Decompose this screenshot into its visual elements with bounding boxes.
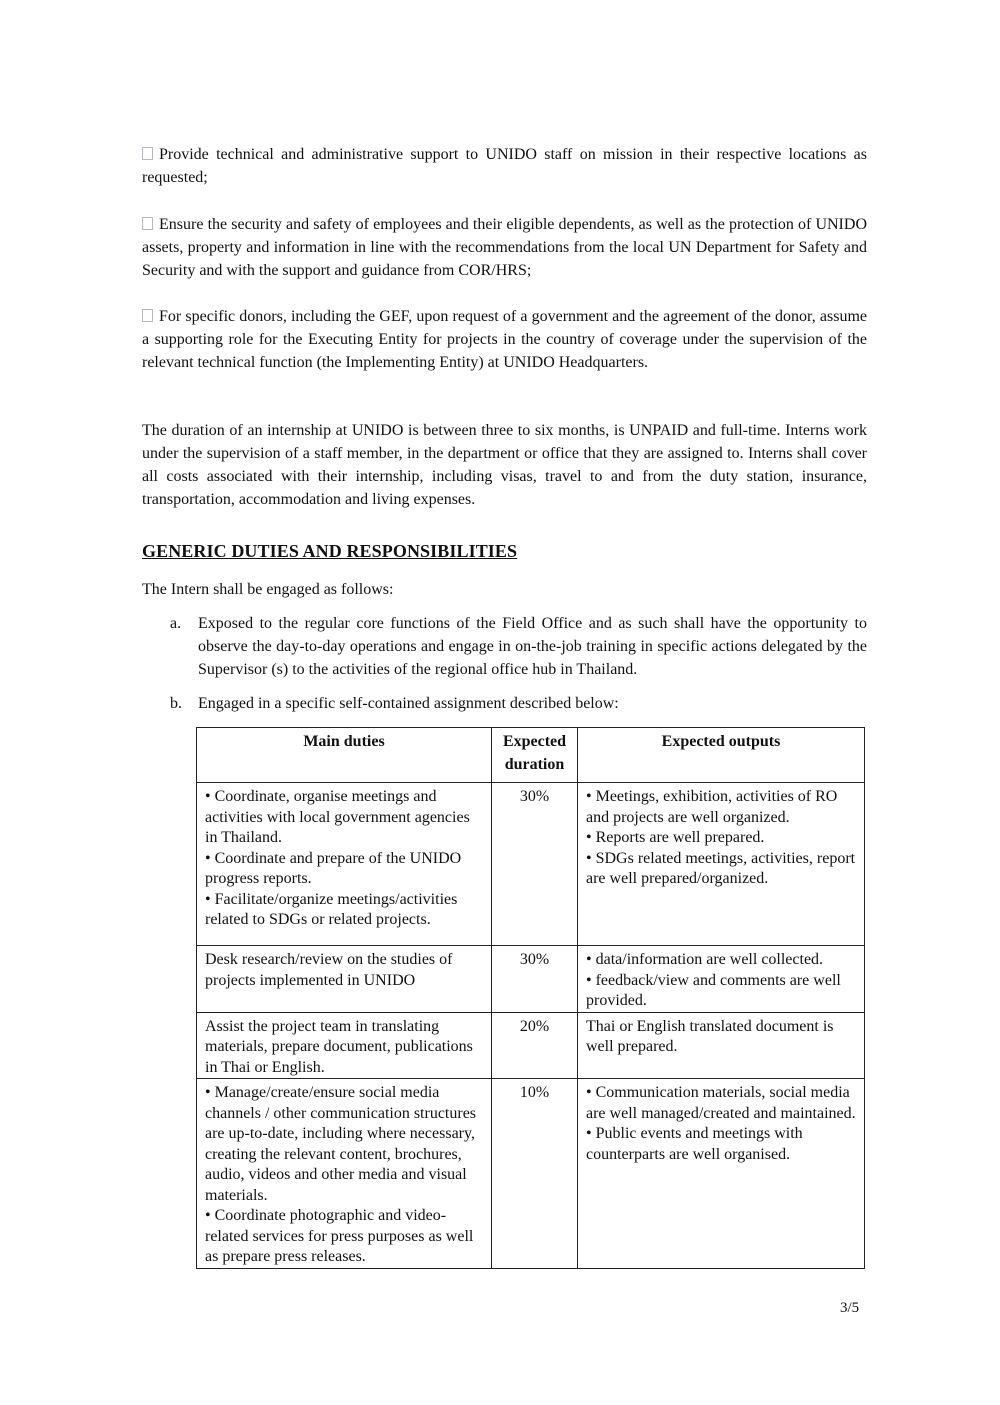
- checkbox-bullet-icon: [142, 309, 153, 322]
- list-item-text: Engaged in a specific self-contained assignment described below:: [198, 695, 619, 712]
- output-line: • data/information are well collected.: [586, 951, 824, 968]
- table-row: [197, 783, 865, 946]
- output-line: • Reports are well prepared.: [586, 829, 765, 846]
- duration-cell: 10%: [492, 1079, 578, 1269]
- bullet-paragraph: [142, 305, 867, 374]
- table-row: [197, 1079, 865, 1269]
- duty-line: • Manage/create/ensure social media channels / other communication structures are up-to-date, including where necessary, creating the relevant content, brochures, audio, videos and other media and visual materials.: [205, 1084, 477, 1204]
- outputs-cell: [578, 1079, 865, 1269]
- duty-line: • Coordinate, organise meetings and activities with local government agencies in Thailand.: [205, 788, 470, 846]
- list-item-text: Exposed to the regular core functions of the Field Office and as such shall have the opportunity to observe the day-to-day operations and engage in on-the-job training in specific actions delegated by the Supervisor (s) to the activities of the regional office hub in Thailand.: [198, 615, 867, 678]
- list-marker: a.: [170, 615, 182, 632]
- intro-text: The Intern shall be engaged as follows:: [142, 581, 394, 598]
- duty-line: Desk research/review on the studies of projects implemented in UNIDO: [205, 951, 453, 989]
- bullet-text: Ensure the security and safety of employees and their eligible dependents, as well as the protection of UNIDO assets, property and information in line with the recommendations from the local UN Department for Safety and Security and with the support and guidance from COR/HRS;: [142, 216, 867, 279]
- duties-cell: [197, 1012, 492, 1079]
- header-expected-outputs: Expected outputs: [578, 728, 865, 783]
- checkbox-bullet-icon: [142, 147, 153, 160]
- header-main-duties: Main duties: [197, 728, 492, 783]
- table-row: [197, 1012, 865, 1079]
- duties-cell: [197, 1079, 492, 1269]
- outputs-cell: [578, 1012, 865, 1079]
- bullet-text: For specific donors, including the GEF, upon request of a government and the agreement of the donor, assume a supporting role for the Executing Entity for projects in the country of coverage under the supervision of the relevant technical function (the Implementing Entity) at UNIDO Headquarters.: [142, 308, 867, 371]
- output-line: • Public events and meetings with counterparts are well organised.: [586, 1125, 803, 1163]
- outputs-cell: [578, 946, 865, 1013]
- table-row: [197, 946, 865, 1013]
- duty-line: • Coordinate and prepare of the UNIDO progress reports.: [205, 849, 462, 887]
- duration-cell: 20%: [492, 1012, 578, 1079]
- output-line: • feedback/view and comments are well provided.: [586, 971, 841, 1009]
- bullet-paragraph: [142, 143, 867, 189]
- section-heading: GENERIC DUTIES AND RESPONSIBILITIES: [142, 541, 518, 561]
- duty-line: • Facilitate/organize meetings/activities related to SDGs or related projects.: [205, 890, 458, 928]
- list-item: [170, 692, 867, 715]
- duties-table: [196, 727, 865, 1269]
- outputs-cell: [578, 783, 865, 946]
- table-header-row: [197, 728, 865, 783]
- page-number: 3/5: [840, 1300, 860, 1316]
- list-item: [170, 612, 867, 681]
- duty-line: Assist the project team in translating materials, prepare document, publications in Thai or English.: [205, 1017, 473, 1076]
- header-expected-duration: Expected duration: [492, 728, 578, 783]
- output-line: • Meetings, exhibition, activities of RO and projects are well organized.: [586, 788, 838, 826]
- bullet-text: Provide technical and administrative support to UNIDO staff on mission in their respective locations as requested;: [142, 146, 867, 186]
- list-marker: b.: [170, 695, 182, 712]
- duties-cell: [197, 783, 492, 946]
- duty-line: • Coordinate photographic and video-related services for press purposes as well as prepare press releases.: [205, 1207, 474, 1265]
- duties-cell: [197, 946, 492, 1013]
- duration-cell: 30%: [492, 946, 578, 1013]
- duration-cell: 30%: [492, 783, 578, 946]
- output-line: • Communication materials, social media are well managed/created and maintained.: [586, 1084, 856, 1122]
- output-line: • SDGs related meetings, activities, report are well prepared/organized.: [586, 849, 856, 887]
- duration-paragraph: The duration of an internship at UNIDO is between three to six months, is UNPAID and full-time. Interns work under the supervision of a staff member, in the department or office that they are assigned to. Interns shall cover all costs associated with their internship, including visas, travel to and from the duty station, insurance, transportation, accommodation and living expenses.: [142, 422, 867, 508]
- bullet-paragraph: [142, 213, 867, 282]
- checkbox-bullet-icon: [142, 217, 153, 230]
- output-line: Thai or English translated document is well prepared.: [586, 1017, 834, 1055]
